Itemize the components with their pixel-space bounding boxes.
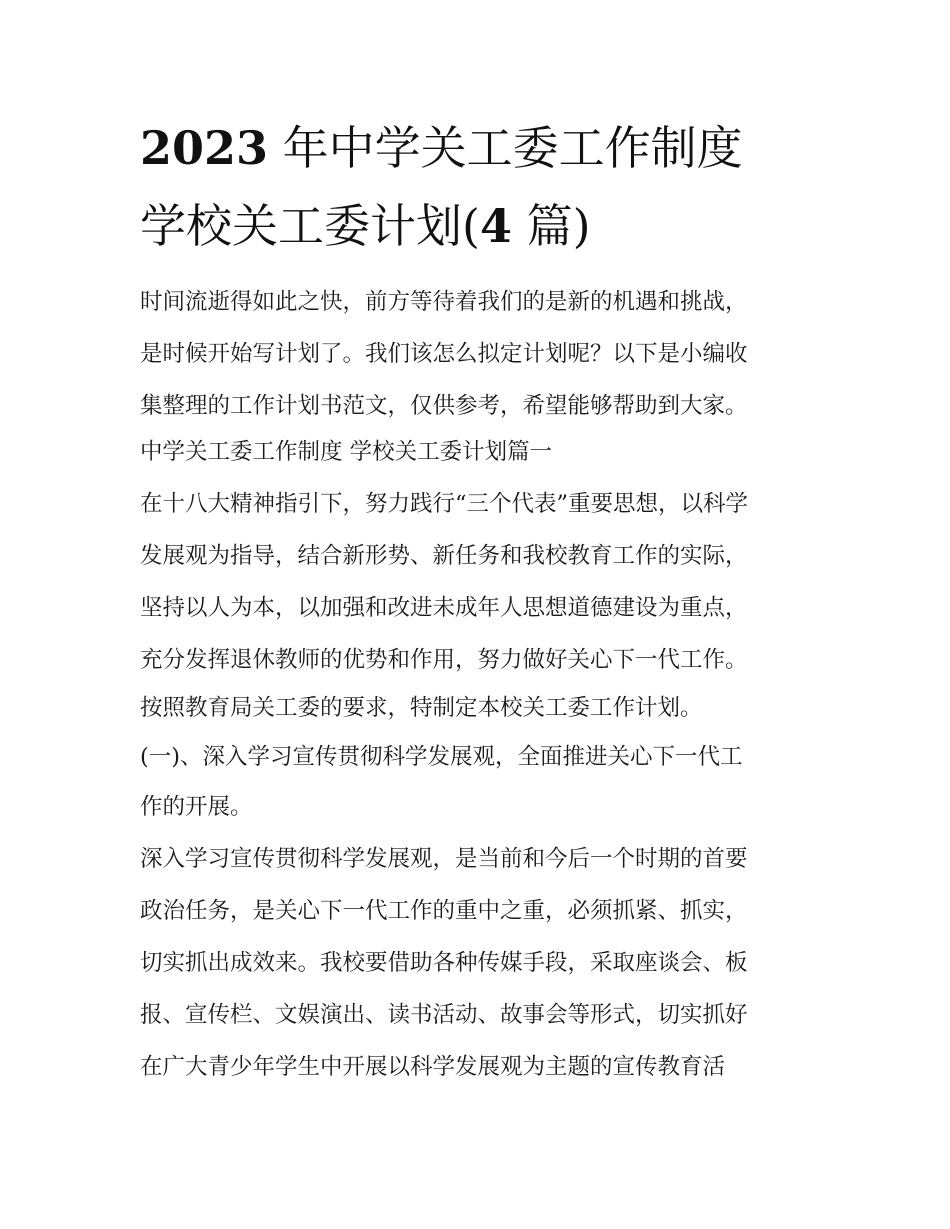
body-line: 时间流逝得如此之快，前方等待着我们的是新的机遇和挑战， <box>140 289 748 315</box>
body-line: 切实抓出成效来。我校要借助各种传媒手段，采取座谈会、板 <box>140 950 748 976</box>
section-heading: 中学关工委工作制度 学校关工委计划篇一 <box>140 439 553 465</box>
body-line: (一)、深入学习宣传贯彻科学发展观，全面推进关心下一代工 <box>140 744 743 770</box>
document-title-line-2 <box>140 198 830 254</box>
body-line: 深入学习宣传贯彻科学发展观，是当前和今后一个时期的首要 <box>140 846 748 872</box>
body-line: 发展观为指导，结合新形势、新任务和我校教育工作的实际， <box>140 543 748 569</box>
body-line: 作的开展。 <box>140 794 253 820</box>
body-line: 按照教育局关工委的要求，特制定本校关工委工作计划。 <box>140 695 703 721</box>
body-line: 政治任务，是关心下一代工作的重中之重，必须抓紧、抓实， <box>140 898 748 924</box>
body-line: 在十八大精神指引下，努力践行“三个代表”重要思想，以科学 <box>140 491 749 517</box>
title-line-2-text: 学校关工委计划( <box>140 199 480 253</box>
title-line-2-suffix: 篇) <box>511 199 591 253</box>
body-line: 在广大青少年学生中开展以科学发展观为主题的宣传教育活 <box>140 1054 726 1080</box>
body-line: 报、宣传栏、文娱演出、读书活动、故事会等形式，切实抓好 <box>140 1002 748 1028</box>
body-line: 集整理的工作计划书范文，仅供参考，希望能够帮助到大家。 <box>140 393 748 419</box>
body-line: 是时候开始写计划了。我们该怎么拟定计划呢？以下是小编收 <box>140 341 748 367</box>
document-title-line-1 <box>140 120 830 176</box>
title-count: 4 <box>479 199 512 253</box>
body-line: 充分发挥退休教师的优势和作用，努力做好关心下一代工作。 <box>140 647 748 673</box>
body-line: 坚持以人为本，以加强和改进未成年人思想道德建设为重点， <box>140 595 748 621</box>
title-year: 2023 <box>140 121 269 175</box>
title-line-1-text: 年中学关工委工作制度 <box>268 121 743 175</box>
